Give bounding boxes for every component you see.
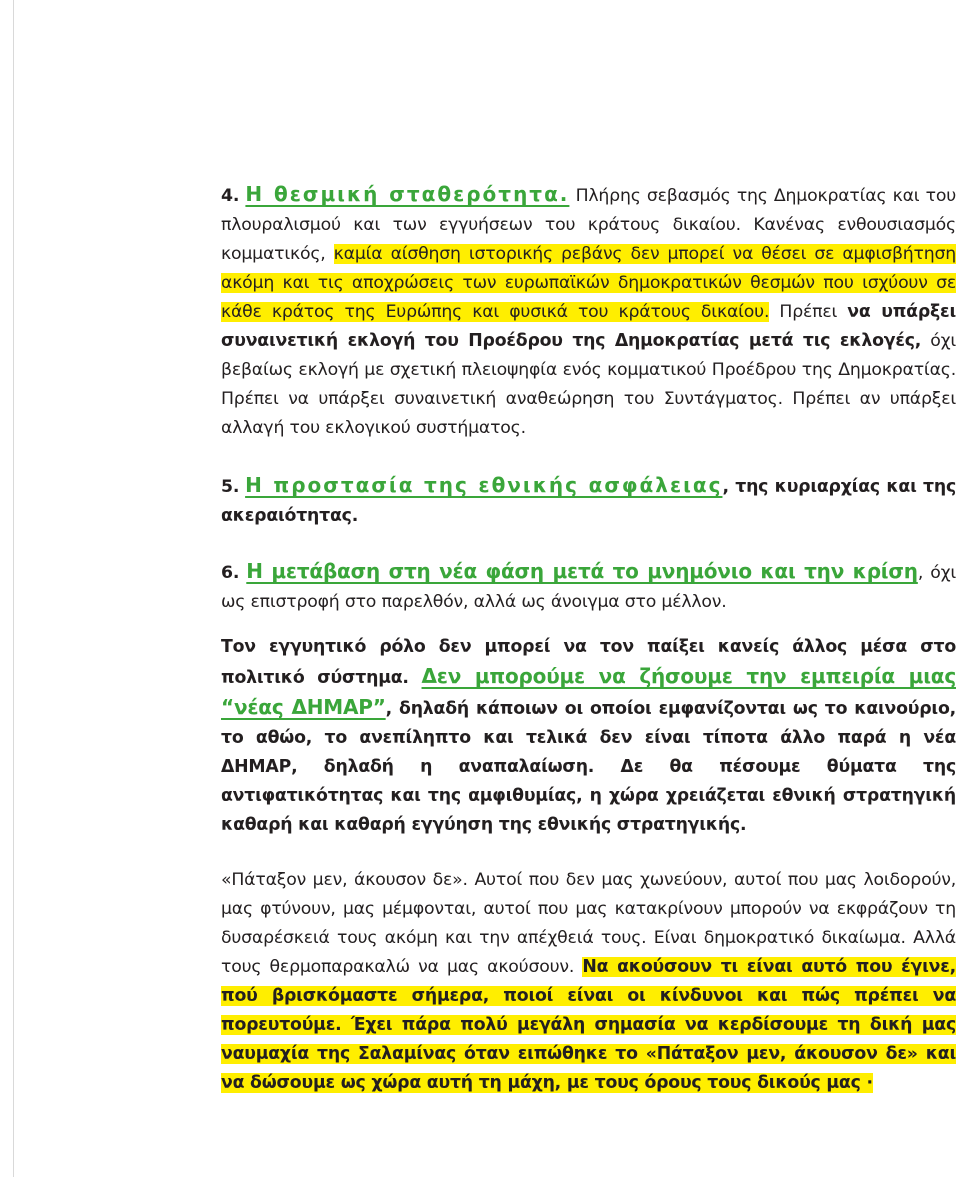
quote-text: «Πάταξον μεν, άκουσον δε». Αυτοί που δεν μας χωνεύουν, αυτοί που μας λοιδορούν, μας φτύνουν, μας μέμφονται, αυτοί που μας κατακρίνουν μπορούν να εκφράζουν τη δυσαρέσκειά τους ακόμη και την απέχθειά τους. Είναι δημοκρατικό δικαίωμα. Αλλά τους θερμοπαρακαλώ να μας ακούσουν. [221,870,956,977]
section-6-paragraph [221,557,956,617]
section-4-text-2: Πρέπει [769,302,848,322]
role-text-2: , δηλαδή κάποιων οι οποίοι εμφανίζονται ως το καινούριο, το αθώο, το ανεπίληπτο και τελικά δεν είναι τίποτα άλλο παρά η νέα ΔΗΜΑΡ, δηλαδή η αναπαλαίωση. Δε θα πέσουμε θύματα της αντιφατικότητας και της αμφιθυμίας, η χώρα χρειάζεται εθνική στρατηγική καθαρή και καθαρή εγγύηση της εθνικής στρατηγικής. [221,699,956,835]
role-text: Τον εγγυητικό ρόλο δεν μπορεί να τον παίξει κανείς άλλος μέσα στο πολιτικό σύστημα. [221,637,956,688]
role-paragraph [221,633,956,840]
document-body [221,180,956,1098]
section-4-text: Πλήρης σεβασμός της Δημοκρατίας και του πλουραλισμού και των εγγυήσεων του κράτους δικαίου. Κανένας ενθουσιασμός κομματικός, [221,186,956,264]
section-4-bold: να υπάρξει συναινετική εκλογή του Προέδρου της Δημοκρατίας μετά τις εκλογές, [221,302,956,351]
section-4-highlight: καμία αίσθηση ιστορικής ρεβάνς δεν μπορεί να θέσει σε αμφισβήτηση ακόμη και τις αποχρώσεις των ευρωπαϊκών δημοκρατικών θεσμών που ισχύουν σε κάθε κράτος της Ευρώπης και φυσικά του κράτους δικαίου. [221,244,956,322]
section-6-title: Η μετάβαση στη νέα φάση μετά το μνημόνιο και την κρίση [246,559,918,583]
role-green-phrase: Δεν μπορούμε να ζήσουμε την εμπειρία μιας “νέας ΔΗΜΑΡ” [221,664,956,719]
section-4-number: 4. [221,186,240,206]
section-5-title: Η προστασία της εθνικής ασφάλειας [245,473,723,497]
page-edge-line [13,0,14,1177]
section-4-title: Η θεσμική σταθερότητα. [245,182,570,206]
section-4-text-3: όχι βεβαίως εκλογή με σχετική πλειοψηφία ενός κομματικού Προέδρου της Δημοκρατίας. Πρέπει να υπάρξει συναινετική αναθεώρηση του Συντάγματος. Πρέπει αν υπάρξει αλλαγή του εκλογικού συστήματος. [221,331,956,438]
section-6-rest: , όχι ως επιστροφή στο παρελθόν, αλλά ως άνοιγμα στο μέλλον. [221,563,957,612]
section-5-number: 5. [221,477,240,497]
section-5-rest: , της κυριαρχίας και της ακεραιότητας. [221,477,957,526]
section-5-paragraph [221,471,956,531]
section-6-number: 6. [221,563,240,583]
quote-paragraph [221,866,956,1098]
quote-highlight: Να ακούσουν τι είναι αυτό που έγινε, πού βρισκόμαστε σήμερα, ποιοί είναι οι κίνδυνοι και πώς πρέπει να πορευτούμε. Έχει πάρα πολύ μεγάλη σημασία να κερδίσουμε τη δική μας ναυμαχία της Σαλαμίνας όταν ειπώθηκε το «Πάταξον μεν, άκουσον δε» και να δώσουμε ως χώρα αυτή τη μάχη, με τους όρους τους δικούς μας · [221,957,956,1093]
section-4-paragraph [221,180,956,443]
